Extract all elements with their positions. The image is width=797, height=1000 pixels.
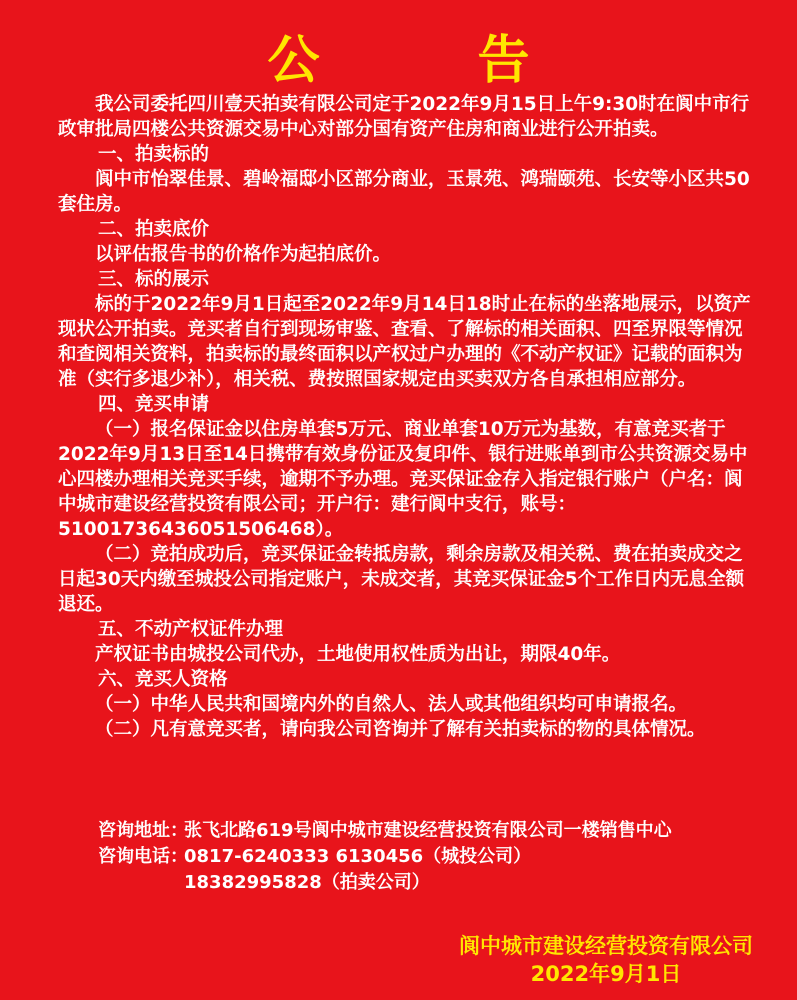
- contact-phone-2: 18382995828（拍卖公司）: [184, 872, 430, 893]
- contact-address: 张飞北路619号阆中城市建设经营投资有限公司一楼销售中心: [184, 820, 672, 841]
- notice-title: 公 告: [267, 31, 600, 91]
- notice-date: 2022年9月1日: [530, 962, 682, 986]
- intro-paragraph: 我公司委托四川壹天拍卖有限公司定于2022年9月15日上午9:30时在阆中市行政审批局四楼公共资源交易中心对部分国有资产住房和商业进行公开拍卖。: [58, 94, 750, 140]
- section-4-heading: 四、竞买申请: [98, 394, 210, 415]
- signature-block: [459, 932, 753, 988]
- section-1-text: 阆中市怡翠佳景、碧岭福邸小区部分商业，玉景苑、鸿瑞颐苑、长安等小区共50套住房。: [58, 169, 750, 215]
- section-3-text: 标的于2022年9月1日起至2022年9月14日18时止在标的坐落地展示，以资产现状公开拍卖。竞买者自行到现场审鉴、查看、了解标的相关面积、四至界限等情况和查阅相关资料，拍卖标的最终面积以产权过户办理的《不动产权证》记载的面积为准（实行多退少补），相关税、费按照国家规定由买卖双方各自承担相应部分。: [58, 294, 751, 390]
- section-6-paragraph-1: （一）中华人民共和国境内外的自然人、法人或其他组织均可申请报名。: [95, 694, 688, 715]
- section-5-text: 产权证书由城投公司代办，土地使用权性质为出让，期限40年。: [95, 644, 621, 665]
- notice-body: [58, 92, 758, 742]
- contact-phone-1: 0817-6240333 6130456（城投公司）: [184, 846, 532, 867]
- section-1-heading: 一、拍卖标的: [98, 144, 210, 165]
- section-5-heading: 五、不动产权证件办理: [98, 619, 284, 640]
- contact-address-label: 咨询地址：: [98, 820, 188, 841]
- contact-phone-label: 咨询电话：: [98, 846, 188, 867]
- section-4-paragraph-2: （二）竞拍成功后，竞买保证金转抵房款，剩余房款及相关税、费在拍卖成交之日起30天内缴至城投公司指定账户，未成交者，其竞买保证金5个工作日内无息全额退还。: [58, 544, 745, 615]
- section-6-heading: 六、竞买人资格: [98, 669, 228, 690]
- company-name: 阆中城市建设经营投资有限公司: [459, 934, 753, 958]
- contact-address-row: [98, 818, 672, 844]
- section-2-text: 以评估报告书的价格作为起拍底价。: [95, 244, 392, 265]
- section-3-heading: 三、标的展示: [98, 269, 210, 290]
- contact-block: [98, 818, 672, 896]
- section-6-paragraph-2: （二）凡有意竞买者，请向我公司咨询并了解有关拍卖标的物的具体情况。: [95, 719, 706, 740]
- section-4-paragraph-1: （一）报名保证金以住房单套5万元、商业单套10万元为基数，有意竞买者于2022年9月13日至14日携带有效身份证及复印件、银行进账单到市公共资源交易中心四楼办理相关竞买手续，逾期不予办理。竞买保证金存入指定银行账户（户名：阆中城市建设经营投资有限公司；开户行：建行阆中支行，账号：51001736436051506468）。: [58, 419, 748, 540]
- contact-phone-row-2: [98, 870, 672, 896]
- section-2-heading: 二、拍卖底价: [98, 219, 210, 240]
- contact-phone-row: [98, 844, 672, 870]
